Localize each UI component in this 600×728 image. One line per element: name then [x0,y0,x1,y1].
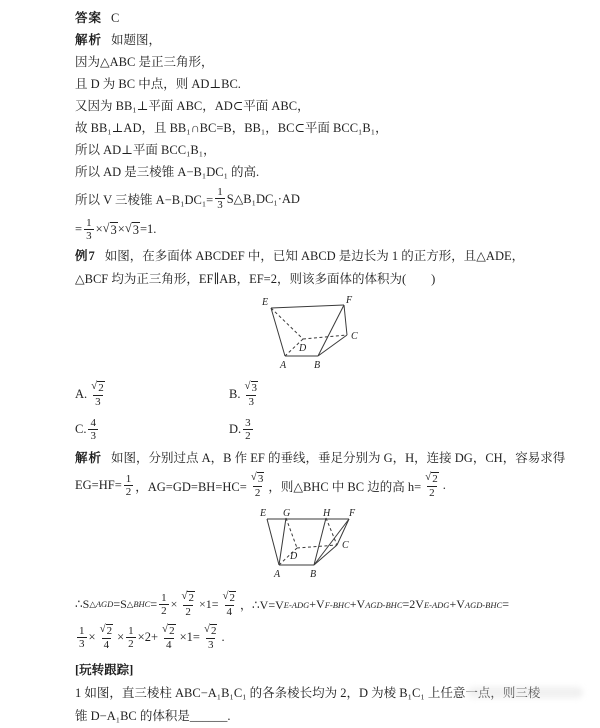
subscript: E-ADG [423,599,450,610]
analysis2-label: 解析 [75,451,103,465]
option-C [75,417,229,442]
option-D [229,417,383,442]
times-sign: × [170,597,178,611]
answer-value: C [111,11,120,25]
analysis1-intro-line [75,29,550,51]
fraction: √ 2 3 [91,380,104,408]
equals-sign: = [150,597,158,611]
analysis1-line: 所以 AD 是三棱锥 A−B₁DC₁ 的高. [75,165,260,179]
vertex-label-H: H [323,508,331,519]
equals-sign: = [502,597,509,611]
fraction: √ 2 4 [222,590,236,618]
fraction: $\frac{1}{2}$ [125,472,132,498]
edge-EA [271,308,285,356]
sqrt-sign: √ [91,380,98,393]
times-sign: × [117,222,125,236]
edge-EA [267,519,279,565]
sqrt-sign: √ [244,380,251,393]
equals-sign: = [75,222,83,236]
vertex-label-A: A [280,360,287,370]
analysis1-line: 所以 AD⊥平面 BCC₁B₁， [75,143,216,157]
final-calc-text: . [221,630,225,644]
final-calc-line [75,621,550,654]
conclusion-text: ，∴V=V [240,598,284,612]
vertex-label-E: E [260,508,267,519]
figure2 [259,505,550,585]
followup-paragraph: 1 如图，直三棱柱 ABC−A₁B₁C₁ 的各条棱长均为 2，D 为棱 B₁C₁ 上任意一点，则三棱锥 D−A₁BC 的体积是______. [75,686,541,723]
example7-paragraph [75,245,550,291]
option-C-label: C. [75,422,87,436]
fraction: $\frac{1}{3}$ [79,624,85,650]
sqrt-sign: √ [181,590,188,603]
edge-BC [318,335,347,356]
vertex-label-E: E [262,297,269,308]
analysis2-line1: 如图，分别过点 A，B 作 EF 的垂线，垂足分别为 G，H，连接 DG，CH，容易求得 [111,451,566,465]
vertex-label-C: C [342,540,349,551]
subscript: AGD-BHC [365,599,403,610]
answer-line [75,7,550,29]
vertex-label-A: A [274,569,281,580]
option-A-label: A. [75,387,88,401]
example7-text: 如图，在多面体 ABCDEF 中，已知 ABCD 是边长为 1 的正方形，且△ADE，△BCF 均为正三角形，EF∥AB，EF=2，则该多面体的体积为( ) [75,249,525,286]
fraction: $\frac{4}{3}$ [90,416,96,442]
vertex-label-B: B [310,569,317,580]
followup-header: [玩转跟踪] [75,663,134,677]
edge-BF [318,305,344,356]
fraction: √ 2 4 [162,623,175,651]
volume-formula-pre: 所以 V 三棱锥 A−B₁DC₁= [75,192,214,207]
sqrt-sign: √ [250,471,257,484]
volume-formula-post: S△B₁DC₁·AD [226,191,300,206]
subscript: △BHC [126,599,151,609]
edge-EF [271,305,344,308]
sqrt-sign: √ [425,471,432,484]
subscript: AGD-BHC [464,599,503,610]
vertex-label-F: F [349,508,356,519]
radical: √ 3 [124,220,139,237]
analysis2-t2: ，AG=GD=BH=HC= [135,479,247,494]
fraction: √ 3 2 [250,471,264,499]
sqrt-sign: √ [124,220,132,235]
figure1-polyhedron-diagram [259,294,359,370]
fraction: $\frac{1}{2}$ [128,624,134,650]
edge-CF [344,305,347,335]
analysis2-t1: EG=HF= [75,478,122,492]
subscript: F-BHC [324,599,350,610]
sqrt-sign: √ [99,623,106,636]
analysis2-formula-line [75,469,550,502]
fraction: √ 2 3 [203,623,217,651]
scan-smudge [468,687,583,698]
fraction: √ 2 4 [99,623,113,651]
fraction: $\frac{1}{3}$ [86,216,92,242]
answer-label: 答案 [75,11,103,25]
conclusion-text: ∴S [75,597,90,611]
figure2-polyhedron-diagram [259,505,359,581]
fraction: √ 2 2 [181,590,194,618]
final-calc-text: ×2+ [137,630,159,644]
sqrt-sign: √ [203,623,210,636]
vertex-label-B: B [314,360,321,370]
volume-calc-line [75,214,550,245]
options-row-2 [75,412,550,447]
conclusion-text: =2V [402,597,424,611]
times-sign: × [95,222,103,236]
vertex-label-D: D [299,343,307,354]
sqrt-sign: √ [162,623,169,636]
analysis1-line: 且 D 为 BC 中点，则 AD⊥BC. [75,77,241,91]
subscript: E-ADG [283,599,310,610]
calc-result: =1. [139,222,157,236]
option-B-label: B. [229,387,241,401]
edge-BC [314,545,337,565]
analysis1-line: 故 BB₁⊥AD，且 BB₁∩BC=B，BB₁，BC⊂平面 BCC₁B₁， [75,121,388,135]
fraction: $\frac{1}{2}$ [161,591,167,617]
figure1 [259,294,550,374]
vertex-label-F: F [346,295,353,306]
final-calc-text: ×1= [179,630,200,644]
subscript: △AGD [89,599,114,609]
option-D-label: D. [229,422,242,436]
fraction: √ 2 2 [425,471,438,499]
edge-HC-dashed [326,518,337,545]
fraction: $\frac{1}{3}$ [217,185,223,211]
options-row-1 [75,377,550,412]
conclusion-text: +V [349,597,366,611]
conclusion-text: +V [449,597,465,611]
analysis2-t4: . [442,478,446,492]
edge-AG [279,518,286,565]
sqrt-sign: √ [222,590,229,603]
option-A [75,381,229,407]
example7-label: 例7 [75,249,96,263]
analysis1-line: 又因为 BB₁⊥平面 ABC，AD⊂平面 ABC， [75,99,310,113]
sqrt-sign: √ [102,220,110,235]
edge-BH [314,518,326,565]
analysis1-intro: 如题图， [111,33,162,47]
edge-DC-dashed [297,545,337,548]
fraction: √ 3 3 [244,380,258,408]
analysis1-line: 因为△ABC 是正三角形， [75,55,214,69]
times-sign: × [88,630,96,644]
option-B [229,381,383,407]
conclusion-text: =S [113,597,127,611]
vertex-label-C: C [351,331,358,342]
vertex-label-G: G [283,508,291,519]
vertex-label-D: D [290,551,298,562]
conclusion-text: +V [309,597,325,611]
volume-formula-line [75,183,550,214]
edge-DC-dashed [303,335,347,339]
conclusion-line [75,588,550,621]
analysis2-intro-line [75,447,566,469]
conclusion-text: ×1= [198,597,219,611]
fraction: $\frac{3}{2}$ [245,416,251,442]
times-sign: × [117,630,125,644]
radical: √ 3 [102,220,117,237]
analysis1-label: 解析 [75,33,103,47]
edge-GD-dashed [286,518,297,548]
analysis2-t3: ，则△BHC 中 BC 边的高 h= [268,479,422,494]
